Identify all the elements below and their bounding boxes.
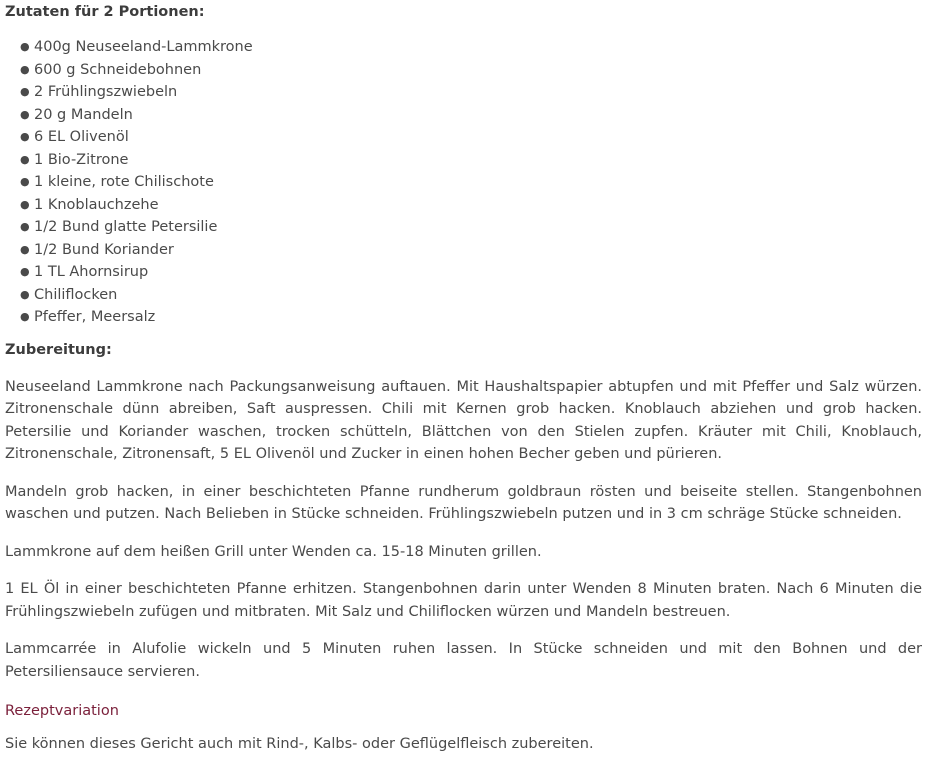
bullet-icon: ● [20, 310, 30, 323]
list-item: ● 400g Neuseeland-Lammkrone [20, 36, 922, 59]
bullet-icon: ● [20, 175, 30, 188]
bullet-icon: ● [20, 130, 30, 143]
bullet-icon: ● [20, 85, 30, 98]
ingredient-list [5, 36, 922, 329]
bullet-icon: ● [20, 62, 30, 76]
list-item: ● 1/2 Bund Koriander [20, 239, 922, 262]
recipe-variation-link[interactable]: Rezeptvariation [5, 703, 119, 719]
list-item: ● 1 kleine, rote Chilischote [20, 171, 922, 194]
preparation-step-5: Lammcarrée in Alufolie wickeln und 5 Minuten ruhen lassen. In Stücke schneiden und mit den Bohnen und der Petersiliensauce servieren. [5, 641, 922, 680]
preparation-step-3: Lammkrone auf dem heißen Grill unter Wenden ca. 15-18 Minuten grillen. [5, 543, 542, 560]
list-item: ● 6 EL Olivenöl [20, 126, 922, 149]
bullet-icon: ● [20, 40, 30, 53]
list-item: ● Pfeffer, Meersalz [20, 306, 922, 329]
preparation-heading: Zubereitung: [5, 341, 112, 358]
list-item: ● 1 Knoblauchzehe [20, 194, 922, 217]
ingredients-heading: Zutaten für 2 Portionen: [5, 4, 205, 20]
bullet-icon: ● [20, 197, 30, 211]
list-item: ● 1 TL Ahornsirup [20, 261, 922, 284]
preparation-step-2: Mandeln grob hacken, in einer beschichteten Pfanne rundherum goldbraun rösten und beiseite stellen. Stangenbohnen waschen und putzen. Nach Belieben in Stücke schneiden. Frühlingszwiebeln putzen und in 3 cm schräge Stücke schneiden. [5, 483, 922, 522]
list-item: ● 1/2 Bund glatte Petersilie [20, 216, 922, 239]
variation-text: Sie können dieses Gericht auch mit Rind-, Kalbs- oder Geflügelfleisch zubereiten. [5, 735, 594, 752]
preparation-step-4: 1 EL Öl in einer beschichteten Pfanne erhitzen. Stangenbohnen darin unter Wenden 8 Minuten braten. Nach 6 Minuten die Frühlingszwiebeln zufügen und mitbraten. Mit Salz und Chiliflocken würzen und Mandeln bestreuen. [5, 581, 922, 620]
bullet-icon: ● [20, 107, 30, 121]
list-item: ● 600 g Schneidebohnen [20, 59, 922, 82]
bullet-icon: ● [20, 287, 30, 301]
bullet-icon: ● [20, 220, 30, 233]
list-item: ● 20 g Mandeln [20, 104, 922, 127]
bullet-icon: ● [20, 242, 30, 256]
list-item: ● 1 Bio-Zitrone [20, 149, 922, 172]
list-item: ● Chiliflocken [20, 284, 922, 307]
preparation-step-1: Neuseeland Lammkrone nach Packungsanweisung auftauen. Mit Haushaltspapier abtupfen und mit Pfeffer und Salz würzen. Zitronenschale dünn abreiben, Saft auspressen. Chili mit Kernen grob hacken. Knoblauch abziehen und grob hacken. Petersilie und Koriander waschen, trocken schütteln, Blättchen von den Stielen zupfen. Kräuter mit Chili, Knoblauch, Zitronenschale, Zitronensaft, 5 EL Olivenöl und Zucker in einen hohen Becher geben und pürieren. [5, 378, 922, 462]
bullet-icon: ● [20, 152, 30, 166]
bullet-icon: ● [20, 265, 30, 278]
list-item: ● 2 Frühlingszwiebeln [20, 81, 922, 104]
